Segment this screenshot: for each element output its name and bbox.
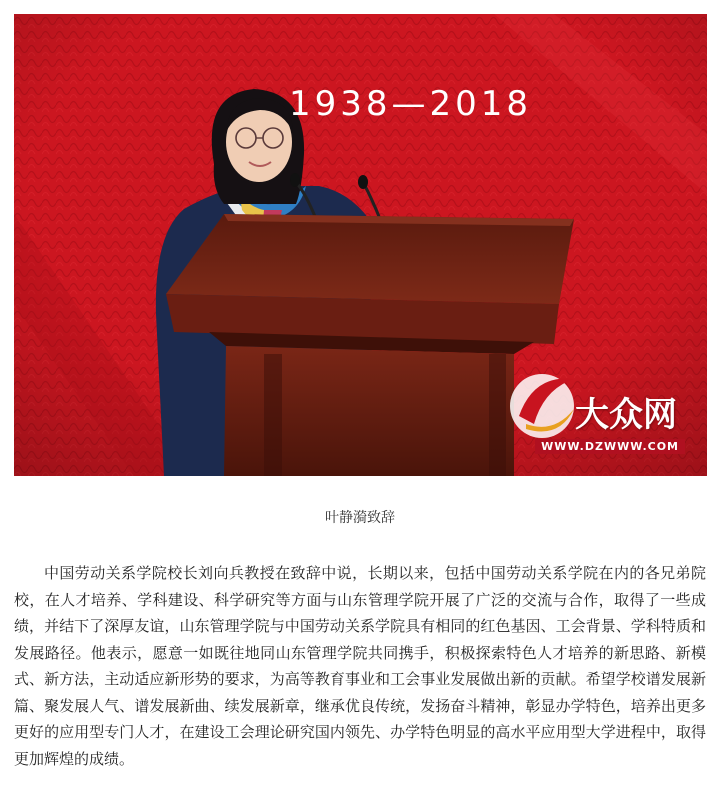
podium [166,214,574,476]
watermark-url: WWW.DZWWW.COM [535,439,685,454]
article-paragraph: 中国劳动关系学院校长刘向兵教授在致辞中说，长期以来，包括中国劳动关系学院在内的各兄弟院校，在人才培养、学科建设、科学研究等方面与山东管理学院开展了广泛的交流与合作，取得了一些成绩，并结下了深厚友谊，山东管理学院与中国劳动关系学院具有相同的红色基因、工会背景、学科特质和发展路径。他表示，愿意一如既往地同山东管理学院共同携手，积极探索特色人才培养的新思路、新模式、新方法，主动适应新形势的要求，为高等教育事业和工会事业发展做出新的贡献。希望学校谱发展新篇、聚发展人气、谱发展新曲、续发展新章，继承优良传统，发扬奋斗精神，彰显办学特色，培养出更多更好的应用型专门人才，在建设工会理论研究国内领先、办学特色明显的高水平应用型大学进程中，取得更加辉煌的成绩。 [14,564,706,768]
dzwww-logo-mark [510,374,574,438]
anniversary-years: 1938—2018 [289,84,533,124]
photo-caption: 叶静漪致辞 [325,510,395,526]
speech-photo [14,14,707,476]
watermark-logo-text: 大众网 [575,395,677,435]
